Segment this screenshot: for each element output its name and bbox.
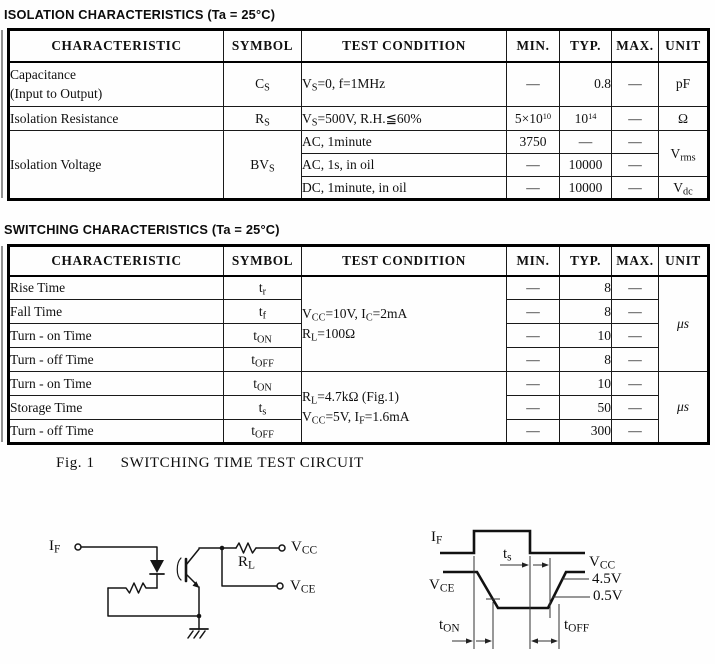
label-ts: $t_s$ xyxy=(503,546,512,564)
cell-typ: 8 xyxy=(560,348,612,372)
arrowhead xyxy=(542,562,549,567)
arrowhead xyxy=(485,638,492,643)
cell-max: — xyxy=(612,324,659,348)
cell-typ: 10000 xyxy=(560,177,612,200)
header-max: MAX. xyxy=(612,30,659,62)
cell-min: — xyxy=(507,177,560,200)
cell-typ: 300 xyxy=(560,420,612,444)
label-vcc-level: $V_{CC}$ xyxy=(589,554,616,572)
row-capacitance xyxy=(9,62,709,107)
led-diode-icon xyxy=(150,560,164,588)
header-symbol: SYMBOL xyxy=(224,246,302,276)
figure-title: SWITCHING TIME TEST CIRCUIT xyxy=(120,455,364,471)
row-isolation-resistance xyxy=(9,107,709,131)
label-toff: $t_{OFF}$ xyxy=(564,617,590,635)
cell-symbol: $t_{ON}$ xyxy=(224,372,302,396)
cell-max: — xyxy=(612,107,659,131)
isolation-header-row xyxy=(9,30,709,62)
terminal-vce xyxy=(277,583,283,589)
cell-characteristic: Turn - off Time xyxy=(9,348,224,372)
cell-typ: 50 xyxy=(560,396,612,420)
switching-section-title: SWITCHING CHARACTERISTICS (Ta = 25°C) xyxy=(4,222,280,237)
cell-characteristic: Turn - off Time xyxy=(9,420,224,444)
label-if-waveform: $I_F$ xyxy=(431,529,443,547)
cell-max: — xyxy=(612,154,659,177)
cell-symbol: $t_{OFF}$ xyxy=(224,348,302,372)
wire-if xyxy=(81,547,157,560)
cell-min: — xyxy=(507,154,560,177)
cell-max: — xyxy=(612,348,659,372)
cell-test-condition: AC, 1s, in oil xyxy=(302,154,507,177)
cell-unit: μs xyxy=(659,276,709,372)
cell-test-condition xyxy=(302,372,507,444)
cell-unit: $V_{rms}$ xyxy=(659,131,709,177)
cell-min: — xyxy=(507,324,560,348)
cell-typ: — xyxy=(560,131,612,154)
figure-number: Fig. 1 xyxy=(56,455,95,471)
cell-characteristic: Fall Time xyxy=(9,300,224,324)
cell-symbol: $t_s$ xyxy=(224,396,302,420)
cell-max: — xyxy=(612,177,659,200)
header-test-condition: TEST CONDITION xyxy=(302,30,507,62)
input-resistor-icon xyxy=(108,583,157,593)
label-vce-circuit: $V_{CE}$ xyxy=(290,578,316,596)
cell-test-condition: $V_S=500V$, R.H.≦60% xyxy=(302,107,507,131)
terminal-if xyxy=(75,544,81,550)
label-vce-waveform: $V_{CE}$ xyxy=(429,577,455,595)
header-symbol: SYMBOL xyxy=(224,30,302,62)
cell-characteristic: Storage Time xyxy=(9,396,224,420)
cell-symbol: $R_S$ xyxy=(224,107,302,131)
cell-symbol: $C_S$ xyxy=(224,62,302,107)
cell-test-condition: DC, 1minute, in oil xyxy=(302,177,507,200)
cell-typ: 10000 xyxy=(560,154,612,177)
arrowhead xyxy=(466,638,473,643)
header-max: MAX. xyxy=(612,246,659,276)
header-test-condition: TEST CONDITION xyxy=(302,246,507,276)
scan-edge-artifact xyxy=(1,30,3,198)
header-min: MIN. xyxy=(507,246,560,276)
condition-line1: $V_{CC}=10V$, $I_C=2mA$ xyxy=(302,306,408,324)
cell-min: 3750 xyxy=(507,131,560,154)
isolation-table xyxy=(7,28,710,201)
if-waveform xyxy=(440,531,585,553)
cell-test-condition: $V_S=0$, f=1MHz xyxy=(302,62,507,107)
vce-waveform xyxy=(443,572,585,608)
cell-characteristic: Isolation Resistance xyxy=(9,107,224,131)
switching-table xyxy=(7,244,710,445)
label-05v: 0.5V xyxy=(593,588,623,604)
cell-unit: μs xyxy=(659,372,709,444)
cell-max: — xyxy=(612,372,659,396)
cell-symbol: $t_r$ xyxy=(224,276,302,300)
cell-unit: pF xyxy=(659,62,709,107)
cell-max: — xyxy=(612,300,659,324)
cell-unit: Ω xyxy=(659,107,709,131)
cell-min: — xyxy=(507,300,560,324)
cell-characteristic: Turn - on Time xyxy=(9,372,224,396)
phototransistor-icon xyxy=(177,549,199,616)
cell-unit: $V_{dc}$ xyxy=(659,177,709,200)
cell-min: — xyxy=(507,276,560,300)
cell-symbol: $BV_S$ xyxy=(224,131,302,200)
isolation-section-title: ISOLATION CHARACTERISTICS (Ta = 25°C) xyxy=(4,7,276,22)
label-ton: $t_{ON}$ xyxy=(439,617,460,635)
header-min: MIN. xyxy=(507,30,560,62)
label-vcc-circuit: $V_{CC}$ xyxy=(291,539,318,557)
cell-characteristic: Isolation Voltage xyxy=(9,131,224,200)
label-rl-circuit: $R_L$ xyxy=(238,554,255,572)
row-rise-time xyxy=(9,276,709,300)
cell-max: — xyxy=(612,131,659,154)
cell-characteristic: Turn - on Time xyxy=(9,324,224,348)
cell-characteristic: Rise Time xyxy=(9,276,224,300)
cell-min: $5\times 10^{10}$ xyxy=(507,107,560,131)
wire-bottom xyxy=(108,588,199,616)
cell-min: — xyxy=(507,62,560,107)
cell-symbol: $t_{OFF}$ xyxy=(224,420,302,444)
row-turn-on-time-2 xyxy=(9,372,709,396)
cell-min: — xyxy=(507,348,560,372)
label-45v: 4.5V xyxy=(592,571,622,587)
condition-line2: $V_{CC}=5V$, $I_F=1.6mA$ xyxy=(302,409,410,427)
arrowhead xyxy=(551,638,558,643)
capacitance-line2: (Input to Output) xyxy=(10,86,103,102)
load-resistor-icon xyxy=(236,543,256,553)
cell-typ: 8 xyxy=(560,300,612,324)
cell-symbol: $t_{ON}$ xyxy=(224,324,302,348)
cell-max: — xyxy=(612,276,659,300)
cell-typ: 8 xyxy=(560,276,612,300)
cell-max: — xyxy=(612,62,659,107)
cell-characteristic xyxy=(9,62,224,107)
header-typ: TYP. xyxy=(560,30,612,62)
cell-max: — xyxy=(612,396,659,420)
cell-test-condition xyxy=(302,276,507,372)
ground-icon xyxy=(188,616,208,638)
cell-typ: 0.8 xyxy=(560,62,612,107)
header-characteristic: CHARACTERISTIC xyxy=(9,30,224,62)
arrowhead xyxy=(531,638,538,643)
cell-typ: 10 xyxy=(560,324,612,348)
header-unit: UNIT xyxy=(659,246,709,276)
switching-header-row xyxy=(9,246,709,276)
header-typ: TYP. xyxy=(560,246,612,276)
cell-min: — xyxy=(507,396,560,420)
cell-test-condition: AC, 1minute xyxy=(302,131,507,154)
figure-caption xyxy=(56,455,364,472)
scan-edge-artifact xyxy=(1,246,3,442)
terminal-vcc xyxy=(279,545,285,551)
cell-typ: $10^{14}$ xyxy=(560,107,612,131)
cell-typ: 10 xyxy=(560,372,612,396)
header-characteristic: CHARACTERISTIC xyxy=(9,246,224,276)
row-isolation-voltage-1 xyxy=(9,131,709,154)
header-unit: UNIT xyxy=(659,30,709,62)
cell-max: — xyxy=(612,420,659,444)
cell-min: — xyxy=(507,420,560,444)
arrowhead xyxy=(522,562,529,567)
condition-line1: $R_L=4.7k\Omega$ (Fig.1) xyxy=(302,389,400,407)
condition-line2: $R_L=100\Omega$ xyxy=(302,325,356,343)
capacitance-line1: Capacitance xyxy=(10,66,76,82)
cell-symbol: $t_f$ xyxy=(224,300,302,324)
label-if-circuit: $I_F$ xyxy=(49,538,61,556)
cell-min: — xyxy=(507,372,560,396)
